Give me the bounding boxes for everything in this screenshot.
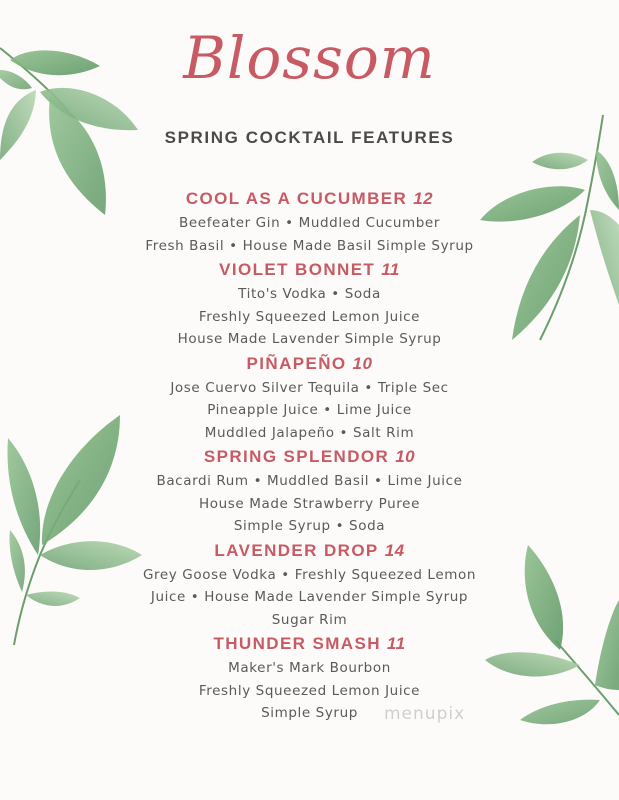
cocktail-item [0,351,619,445]
cocktail-ingredients-line: Simple Syrup • Soda [233,518,386,534]
cocktail-name-row [0,351,619,377]
cocktail-name-row [0,257,619,283]
cocktail-item [0,631,619,725]
cocktail-item [0,186,619,257]
cocktail-name: LAVENDER DROP [214,540,379,560]
cocktail-ingredients-line: Pineapple Juice • Lime Juice [207,402,412,418]
cocktail-ingredients-line: House Made Lavender Simple Syrup [177,331,442,347]
cocktail-name: VIOLET BONNET [219,260,376,279]
cocktail-ingredients-line: Sugar Rim [271,611,348,628]
cocktail-name: COOL AS A CUCUMBER [185,189,408,208]
cocktail-ingredients-line: Tito's Vodka • Soda [238,286,381,302]
cocktail-price: 11 [386,634,406,653]
cocktail-name: THUNDER SMASH [213,634,381,653]
cocktail-ingredients-line: Freshly Squeezed Lemon Juice [198,308,421,325]
cocktail-price: 12 [413,189,434,208]
cocktail-ingredients-line: Maker's Mark Bourbon [228,660,391,676]
menu-subtitle: SPRING COCKTAIL FEATURES [164,128,455,147]
cocktail-ingredients-line: Simple Syrup [261,705,358,721]
cocktail-price: 11 [381,260,400,279]
cocktail-item [0,444,619,538]
watermark: menupix [384,704,466,724]
cocktail-ingredients-line: Beefeater Gin • Muddled Cucumber [179,215,440,231]
cocktail-ingredients-line: Juice • House Made Lavender Simple Syrup [150,589,469,605]
cocktail-price: 10 [352,353,373,373]
cocktail-ingredients-line: Fresh Basil • House Made Basil Simple Syrup [145,237,474,254]
cocktail-ingredients-line: Bacardi Rum • Muddled Basil • Lime Juice [156,473,463,489]
cocktail-name: PIÑAPEÑO [246,353,347,373]
cocktail-price: 14 [384,540,405,560]
cocktail-name: SPRING SPLENDOR [203,447,390,466]
cocktail-ingredients-line: Grey Goose Vodka • Freshly Squeezed Lemon [142,566,476,583]
cocktail-item [0,257,619,351]
cocktail-name-row [0,186,619,212]
brand-title: Blossom [183,24,436,92]
cocktail-ingredients-line: Muddled Jalapeño • Salt Rim [204,424,415,441]
cocktail-item [0,538,619,632]
cocktail-name-row [0,538,619,564]
cocktail-price: 10 [395,447,416,466]
cocktail-ingredients-line: House Made Strawberry Puree [199,495,420,512]
cocktail-list [0,186,619,725]
cocktail-ingredients-line: Freshly Squeezed Lemon Juice [198,682,421,699]
cocktail-name-row [0,444,619,470]
cocktail-name-row [0,631,619,657]
cocktail-ingredients-line: Jose Cuervo Silver Tequila • Triple Sec [170,379,449,396]
